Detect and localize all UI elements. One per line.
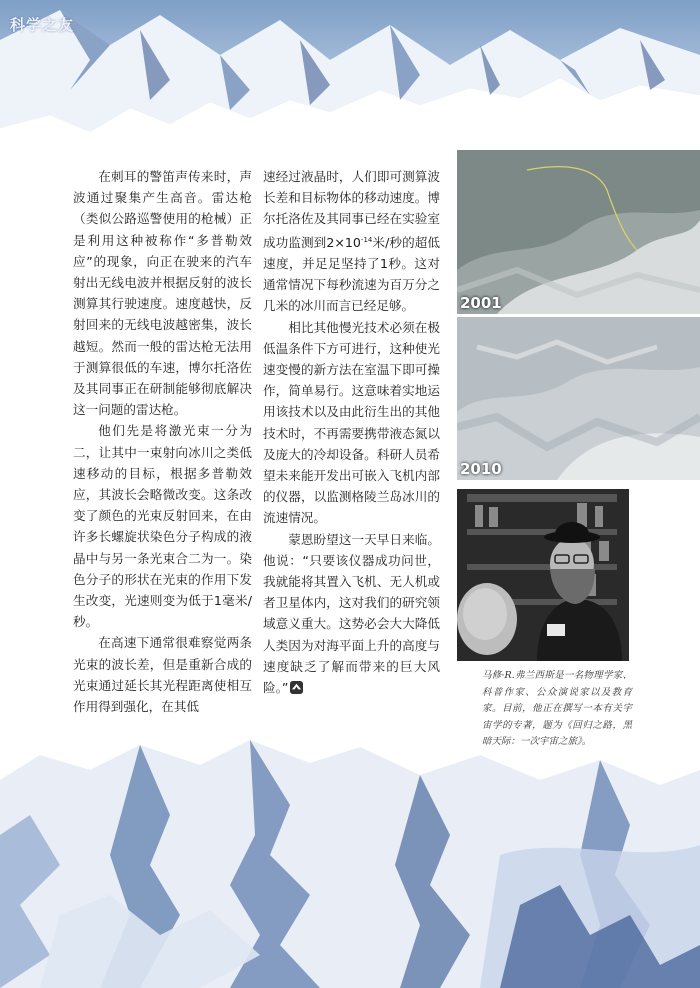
paragraph: 他们先是将激光束一分为二，让其中一束射向冰川之类低速移动的目标，根据多普勒效应，其波长会略微改变。这条改变了颜色的光束反射回来，在由许多长螺旋状染色分子构成的液晶中与另一条光束合二为一。染色分子的形状在光束的作用下发生改变，光速则变为低于1毫米/秒。: [73, 423, 252, 630]
magazine-masthead: 科学之友: [10, 16, 75, 34]
bottom-mountain-banner: [0, 735, 700, 988]
paragraph: [263, 166, 440, 317]
top-mountain-banner: [0, 0, 700, 150]
exponent: -14: [360, 235, 373, 244]
glacier-photo-2001: [457, 150, 700, 314]
paragraph: 在刺耳的警笛声传来时，声波通过聚集产生高音。雷达枪（类似公路巡警使用的枪械）正是利用这种被称作“多普勒效应”的现象，向正在驶来的汽车射出无线电波并根据反射的波长测算其行驶速度。速度越快，反射回来的无线电波越密集，波长越短。然而一般的雷达枪无法用于测算很低的车速，博尔托洛佐及其同事正在研制能够彻底解决这一问题的雷达枪。: [73, 169, 252, 418]
text-run: 蒙恩盼望这一天早日来临。他说：“只要该仪器成功问世，我就能将其置入飞机、无人机或者卫星体内，这对我们的研究领域意义重大。这势必会大大降低人类因为对海平面上升的高度与速度缺乏了解而带来的巨大风险。”: [263, 531, 440, 696]
end-mark-icon: [290, 681, 303, 694]
text-run: 速经过液晶时，人们即可测算波长差和目标物体的移动速度。博尔托洛佐及其同事已经在实验室成功监测到2×10: [263, 169, 440, 250]
year-label: 2010: [460, 460, 502, 478]
portrait-caption: 马修·R.弗兰西斯是一名物理学家、科普作家、公众演说家以及教育家。目前，他正在撰写一本有关宇宙学的专著，题为《回归之路，黑暗天际：一次宇宙之旅》。: [482, 670, 632, 748]
author-portrait: [457, 489, 629, 661]
text-run: 米/秒的超低速度，并足足坚持了1秒。这对通常情况下每秒流速为百万分之几米的冰川而言已经足够。: [263, 234, 440, 314]
paragraph: 在高速下通常很难察觉两条光束的波长差，但是重新合成的光束通过延长其光程距离使相互作用得到强化，在其低: [73, 635, 252, 715]
year-label: 2001: [460, 294, 502, 312]
article-column-right: [263, 166, 440, 698]
article-column-left: [73, 166, 252, 717]
glacier-photo-2010: [457, 317, 700, 480]
paragraph: 相比其他慢光技术必须在极低温条件下方可进行，这种使光速变慢的新方法在室温下即可操作，简单易行。这意味着实地运用该技术以及由此衍生出的其他技术时，不再需要携带液态氮以及庞大的冷却设备。科研人员希望未来能开发出可嵌入飞机内部的仪器，以监测格陵兰岛冰川的流速情况。: [263, 319, 440, 526]
paragraph: [263, 529, 440, 699]
